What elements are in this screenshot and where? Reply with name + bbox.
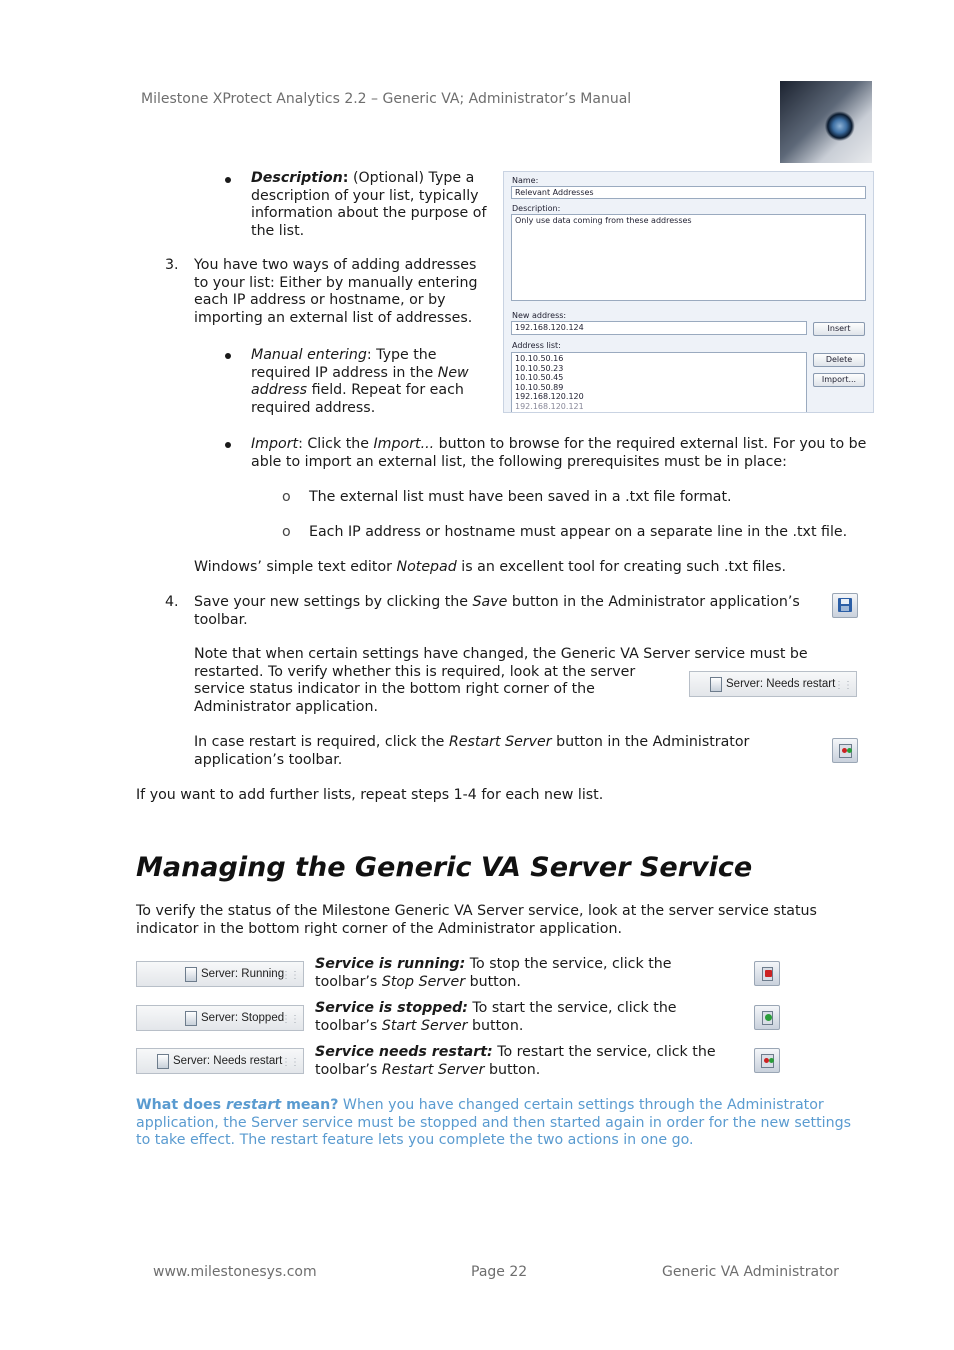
description-bullet-text: Description: (Optional) Type a description of your list, typically information about the purpose of the list. — [251, 170, 487, 239]
sub-bullet-text: Each IP address or hostname must appear on a separate line in the .txt file. — [309, 524, 848, 540]
state-stopped-text: Service is stopped: To start the service, click the toolbar’s Start Server button. — [315, 1000, 677, 1034]
name-label: Name: — [512, 176, 539, 185]
bullet — [225, 177, 231, 183]
status-indicator-needs-restart: Server: Needs restart ⋮⋮ — [689, 671, 857, 697]
step-number: 4. — [165, 594, 179, 610]
bullet — [225, 353, 231, 359]
restart-required-text: In case restart is required, click the Restart Server button in the Administrator application’s toolbar. — [194, 734, 750, 768]
start-server-icon — [754, 1005, 780, 1030]
new-address-label: New address: — [512, 311, 567, 320]
list-item: 10.10.50.16 — [515, 354, 564, 363]
status-indicator-stopped: Server: Stopped ⋮⋮ — [136, 1005, 304, 1031]
notepad-text: Windows’ simple text editor Notepad is an excellent tool for creating such .txt files. — [194, 559, 787, 575]
description-label: Description: — [512, 204, 561, 213]
list-item: 10.10.50.23 — [515, 363, 564, 373]
save-icon — [832, 593, 858, 618]
server-warning-icon — [157, 1054, 169, 1069]
manual-bullet-text: Manual entering: Type the required IP address in the New address field. Repeat for each required address. — [251, 347, 469, 416]
page-header-title: Milestone XProtect Analytics 2.2 – Generic VA; Administrator’s Manual — [141, 91, 632, 107]
note-restart-paragraph: Note that when certain settings have changed, the Generic VA Server service must be restarted. To verify whether this is required, look at the server service status indicator in the bottom right corner of the Administrator application. — [194, 646, 834, 718]
sub-bullet-text: The external list must have been saved in a .txt file format. — [309, 489, 732, 505]
section-heading: Managing the Generic VA Server Service — [136, 852, 753, 883]
server-stopped-icon — [185, 1011, 197, 1026]
address-list-dialog-screenshot — [503, 171, 874, 413]
resize-grip-icon: ⋮⋮ — [281, 1057, 299, 1068]
restart-server-icon — [754, 1048, 780, 1073]
step-number: 3. — [165, 257, 179, 273]
address-list-label: Address list: — [512, 341, 561, 350]
footer-page-number: Page 22 — [471, 1264, 528, 1280]
bullet — [225, 442, 231, 448]
list-item: 192.168.120.121 — [515, 401, 584, 411]
restart-server-icon — [832, 738, 858, 763]
step4-text: Save your new settings by clicking the Save button in the Administrator application’s toolbar. — [194, 594, 800, 628]
import-button: Import... — [813, 373, 865, 387]
sub-bullet-marker: o — [282, 489, 291, 505]
list-item: 10.10.50.45 — [515, 373, 564, 382]
stop-server-icon — [754, 961, 780, 986]
status-indicator-running: Server: Running ⋮⋮ — [136, 961, 304, 987]
sub-bullet-marker: o — [282, 524, 291, 540]
import-bullet-text: Import: Click the Import... button to browse for the required external list. For you to be able to import an external list, the following prerequisites must be in place: — [251, 436, 867, 470]
step3-text: You have two ways of adding addresses to your list: Either by manually entering each IP address or hostname, or by importing an external list of addresses. — [194, 257, 478, 326]
state-restart-text: Service needs restart: To restart the service, click the toolbar’s Restart Server button. — [315, 1044, 716, 1078]
term: Description — [251, 170, 343, 186]
footer-url: www.milestonesys.com — [153, 1264, 317, 1280]
delete-button: Delete — [813, 353, 865, 367]
further-lists-text: If you want to add further lists, repeat steps 1-4 for each new list. — [136, 787, 604, 803]
server-warning-icon — [710, 677, 722, 692]
status-indicator-needs-restart: Server: Needs restart ⋮⋮ — [136, 1048, 304, 1074]
list-item: 10.10.50.89 — [515, 382, 564, 392]
description-field: Only use data coming from these addresses — [511, 214, 866, 301]
server-running-icon — [185, 967, 197, 982]
footer-section: Generic VA Administrator — [662, 1264, 839, 1280]
insert-button: Insert — [813, 322, 865, 336]
address-listbox — [511, 352, 807, 413]
resize-grip-icon: ⋮⋮ — [281, 970, 299, 981]
section-intro-text: To verify the status of the Milestone Generic VA Server service, look at the server service status indicator in the bottom right corner of the Administrator application. — [136, 903, 817, 937]
state-running-text: Service is running: To stop the service, click the toolbar’s Stop Server button. — [315, 956, 672, 990]
new-address-field: 192.168.120.124 — [511, 321, 807, 335]
restart-note: What does restart mean? When you have changed certain settings through the Administrator application, the Server service must be stopped and then started again in order for the new settings to take effect. The restart feature lets you complete the two actions in one go. — [136, 1097, 851, 1148]
resize-grip-icon: ⋮⋮ — [281, 1014, 299, 1025]
list-item: 192.168.120.120 — [515, 392, 584, 401]
resize-grip-icon: ⋮⋮ — [834, 680, 852, 691]
name-field: Relevant Addresses — [511, 186, 866, 199]
wolf-eye-logo — [780, 81, 872, 163]
